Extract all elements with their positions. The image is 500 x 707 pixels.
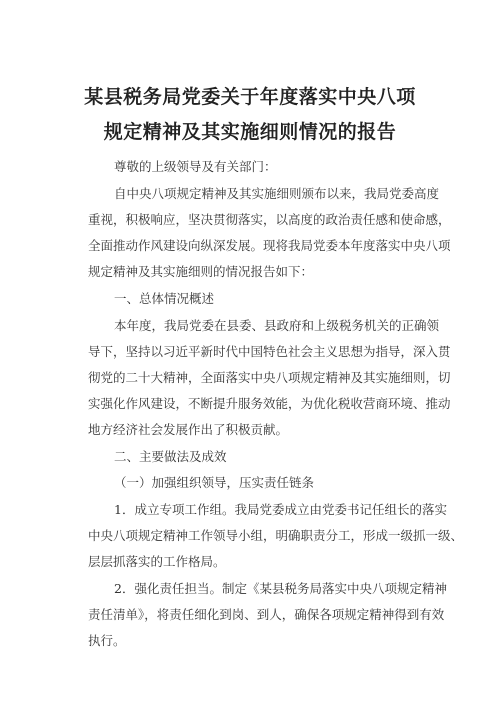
paragraph-line: 责任清单》，将责任细化到岗、到人，确保各项规定精神得到有效	[88, 607, 445, 622]
subsection-heading: （一）加强组织领导，压实责任链条	[114, 475, 315, 490]
paragraph-line: 层层抓落实的工作格局。	[88, 554, 226, 569]
paragraph-line: 2．强化责任担当。制定《某县税务局落实中央八项规定精神	[114, 581, 447, 596]
paragraph-line: 1．成立专项工作组。我局党委成立由党委书记任组长的落实	[114, 502, 447, 517]
paragraph-line: 规定精神及其实施细则的情况报告如下：	[88, 264, 314, 279]
paragraph-line: 重视，积极响应，坚决贯彻落实，以高度的政治责任感和使命感，	[88, 212, 451, 227]
paragraph-line: 地方经济社会发展作出了积极贡献。	[88, 422, 289, 437]
paragraph-line: 本年度，我局党委在县委、县政府和上级税务机关的正确领	[114, 318, 440, 333]
paragraph-line: 执行。	[88, 633, 126, 648]
paragraph-line: 中央八项规定精神工作领导小组，明确职责分工，形成一级抓一级、	[88, 528, 464, 543]
document-title-line-2: 规定精神及其实施细则情况的报告	[103, 121, 397, 143]
paragraph-line: 实强化作风建设，不断提升服务效能，为优化税收营商环境、推动	[88, 396, 451, 411]
document-title-line-1: 某县税务局党委关于年度落实中央八项	[84, 86, 416, 108]
salutation: 尊敬的上级领导及有关部门：	[114, 159, 277, 174]
paragraph-line: 自中央八项规定精神及其实施细则颁布以来，我局党委高度	[114, 186, 440, 201]
section-heading: 一、总体情况概述	[114, 291, 215, 306]
paragraph-line: 导下，坚持以习近平新时代中国特色社会主义思想为指导，深入贯	[88, 344, 451, 359]
section-heading: 二、主要做法及成效	[114, 449, 227, 464]
paragraph-line: 彻党的二十大精神，全面落实中央八项规定精神及其实施细则，切	[88, 370, 451, 385]
paragraph-line: 全面推动作风建设向纵深发展。现将我局党委本年度落实中央八项	[88, 238, 451, 253]
